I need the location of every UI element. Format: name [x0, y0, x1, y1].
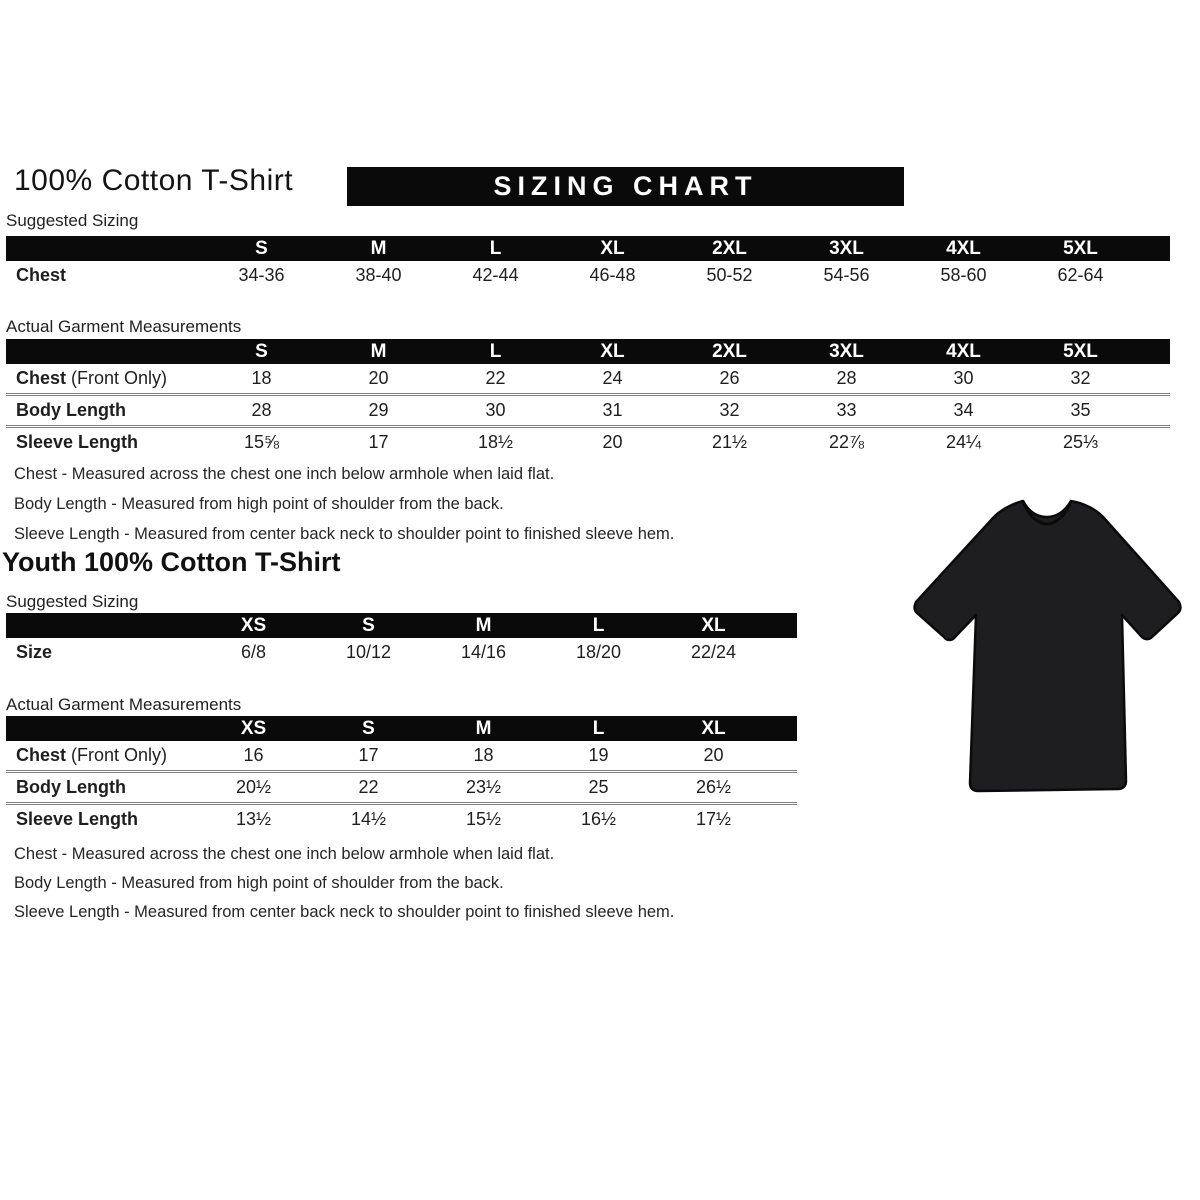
size-header-pad: [771, 613, 797, 638]
row-label: Chest (Front Only): [16, 368, 168, 388]
measurement-cell: 26½: [656, 772, 771, 804]
youth-title: Youth 100% Cotton T-Shirt: [2, 547, 341, 577]
size-header-xs: XS: [196, 613, 311, 638]
size-header-3xl: 3XL: [788, 236, 905, 261]
measurement-cell: 22: [311, 772, 426, 804]
measurement-cell: 18: [251, 368, 272, 388]
measurement-cell: 18½: [437, 427, 554, 458]
measurement-cell: 15⅝: [203, 427, 320, 458]
measurement-cell: 19: [588, 745, 609, 765]
measurement-cell: 33: [788, 395, 905, 427]
measurement-cell: 13½: [196, 804, 311, 835]
measurement-cell: 17½: [656, 804, 771, 835]
size-header-s: S: [203, 339, 320, 364]
measurement-cell: 6/8: [240, 642, 267, 662]
notes-line: Chest - Measured across the chest one inch below armhole when laid flat.: [14, 845, 555, 863]
row-label: Sleeve Length: [6, 804, 196, 835]
table-row-chest: [6, 364, 1170, 395]
measurement-cell-pad: [771, 772, 797, 804]
measurement-cell: 35: [1022, 395, 1139, 427]
measurement-cell: 20: [703, 745, 724, 765]
size-header-pad: [1139, 339, 1170, 364]
measurement-cell: 18/20: [575, 642, 622, 662]
size-header-2xl: 2XL: [671, 339, 788, 364]
measurement-cell-pad: [1139, 364, 1170, 395]
measurement-cell: 34-36: [238, 265, 285, 285]
youth-actual-measurements-label: Actual Garment Measurements: [6, 695, 242, 714]
notes-line: Chest - Measured across the chest one inch below armhole when laid flat.: [14, 465, 555, 483]
size-header-3xl: 3XL: [788, 339, 905, 364]
measurement-cell: 21½: [671, 427, 788, 458]
size-header-xl: XL: [656, 716, 771, 741]
measurement-cell: 28: [203, 395, 320, 427]
measurement-cell: 17: [358, 745, 379, 765]
measurement-cell: 20: [368, 368, 389, 388]
notes-line: Body Length - Measured from high point of shoulder from the back.: [14, 874, 504, 892]
size-header-5xl: 5XL: [1022, 236, 1139, 261]
measurement-cell: 24: [602, 368, 623, 388]
measurement-cell: 22⅞: [788, 427, 905, 458]
adult-suggested-table: [6, 236, 1170, 290]
table-row-size: [6, 638, 797, 667]
size-header-m: M: [426, 613, 541, 638]
measurement-cell: 22: [485, 368, 506, 388]
black-tshirt-image: [896, 484, 1198, 810]
actual-measurements-label: Actual Garment Measurements: [6, 317, 242, 336]
measurement-cell: 15½: [426, 804, 541, 835]
measurement-cell-pad: [1139, 261, 1170, 290]
size-header-xs: XS: [196, 716, 311, 741]
table-row-chest: [6, 741, 797, 772]
header-row: [6, 339, 1170, 364]
row-label: Size: [16, 642, 53, 662]
measurement-notes: [14, 459, 674, 549]
size-header-xl: XL: [656, 613, 771, 638]
size-header-blank: [6, 716, 196, 741]
measurement-cell: 58-60: [940, 265, 987, 285]
notes-line: Sleeve Length - Measured from center back neck to shoulder point to finished sleeve hem.: [14, 525, 675, 543]
size-header-4xl: 4XL: [905, 236, 1022, 261]
header-row: [6, 716, 797, 741]
measurement-cell-pad: [771, 804, 797, 835]
size-header-m: M: [320, 339, 437, 364]
measurement-cell: 24¼: [905, 427, 1022, 458]
table-row-body-length: [6, 395, 1170, 427]
measurement-cell: 42-44: [472, 265, 519, 285]
measurement-cell: 30: [953, 368, 974, 388]
header-row: [6, 613, 797, 638]
measurement-cell: 31: [554, 395, 671, 427]
notes-line: Sleeve Length - Measured from center back neck to shoulder point to finished sleeve hem.: [14, 903, 675, 921]
size-header-l: L: [541, 613, 656, 638]
youth-suggested-table: [6, 613, 797, 667]
suggested-sizing-label: Suggested Sizing: [6, 211, 139, 230]
size-header-5xl: 5XL: [1022, 339, 1139, 364]
size-header-l: L: [541, 716, 656, 741]
size-header-l: L: [437, 236, 554, 261]
size-header-pad: [771, 716, 797, 741]
row-label: Chest: [16, 265, 67, 285]
table-row-chest: [6, 261, 1170, 290]
measurement-cell: 16½: [541, 804, 656, 835]
measurement-cell: 26: [719, 368, 740, 388]
tshirt-body-shape: [915, 501, 1181, 791]
measurement-cell: 32: [1070, 368, 1091, 388]
measurement-cell: 20½: [196, 772, 311, 804]
table-row-sleeve-length: [6, 804, 797, 835]
measurement-cell-pad: [771, 741, 797, 772]
size-header-4xl: 4XL: [905, 339, 1022, 364]
size-header-s: S: [311, 716, 426, 741]
size-header-xl: XL: [554, 339, 671, 364]
size-header-m: M: [426, 716, 541, 741]
measurement-cell-pad: [1139, 395, 1170, 427]
size-header-pad: [1139, 236, 1170, 261]
measurement-cell: 28: [836, 368, 857, 388]
measurement-cell: 20: [554, 427, 671, 458]
measurement-cell: 22/24: [690, 642, 737, 662]
size-header-blank: [6, 236, 203, 261]
size-header-m: M: [320, 236, 437, 261]
row-label: Body Length: [6, 395, 203, 427]
measurement-cell: 14½: [311, 804, 426, 835]
page-title: 100% Cotton T-Shirt: [14, 164, 294, 197]
size-header-blank: [6, 613, 196, 638]
size-header-s: S: [311, 613, 426, 638]
adult-actual-table: [6, 339, 1170, 457]
measurement-cell: 50-52: [706, 265, 753, 285]
size-header-2xl: 2XL: [671, 236, 788, 261]
table-row-sleeve-length: [6, 427, 1170, 458]
measurement-cell: 34: [905, 395, 1022, 427]
table-row-body-length: [6, 772, 797, 804]
sizing-chart-banner: SIZING CHART: [347, 167, 904, 206]
size-header-s: S: [203, 236, 320, 261]
size-header-xl: XL: [554, 236, 671, 261]
youth-actual-table: [6, 716, 797, 834]
notes-line: Body Length - Measured from high point of shoulder from the back.: [14, 495, 504, 513]
measurement-cell: 10/12: [345, 642, 392, 662]
measurement-cell: 29: [320, 395, 437, 427]
measurement-cell: 16: [243, 745, 264, 765]
header-row: [6, 236, 1170, 261]
measurement-cell: 25: [541, 772, 656, 804]
measurement-cell: 14/16: [460, 642, 507, 662]
youth-suggested-sizing-label: Suggested Sizing: [6, 592, 139, 611]
measurement-cell: 32: [671, 395, 788, 427]
measurement-cell: 54-56: [823, 265, 870, 285]
size-header-blank: [6, 339, 203, 364]
measurement-cell: 17: [320, 427, 437, 458]
row-label: Sleeve Length: [6, 427, 203, 458]
row-label: Chest (Front Only): [16, 745, 168, 765]
measurement-cell-pad: [771, 638, 797, 667]
measurement-cell: 30: [437, 395, 554, 427]
row-label: Body Length: [6, 772, 196, 804]
youth-measurement-notes: [14, 840, 674, 927]
size-header-l: L: [437, 339, 554, 364]
measurement-cell: 25⅓: [1022, 427, 1139, 458]
measurement-cell: 38-40: [355, 265, 402, 285]
measurement-cell: 23½: [426, 772, 541, 804]
measurement-cell-pad: [1139, 427, 1170, 458]
measurement-cell: 62-64: [1057, 265, 1104, 285]
measurement-cell: 46-48: [589, 265, 636, 285]
measurement-cell: 18: [473, 745, 494, 765]
